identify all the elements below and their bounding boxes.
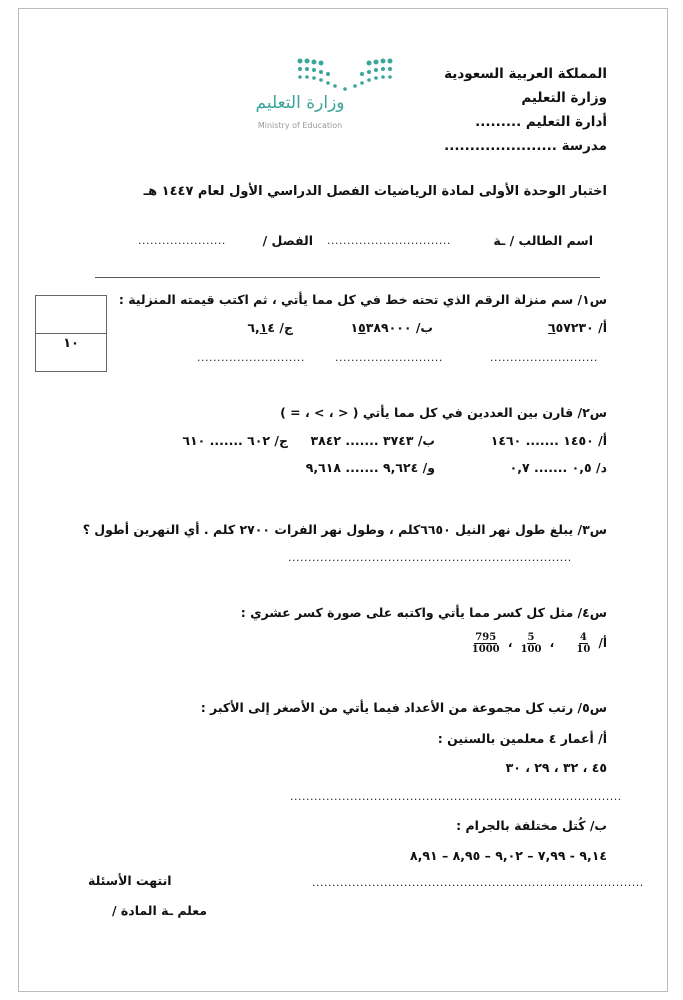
ministry-logo [245, 55, 395, 140]
numerator: 795 [475, 632, 497, 643]
subject-teacher: معلم ـة المادة / [112, 903, 208, 918]
q5-a-label: أ/ أعمار ٤ معلمين بالسنين : [437, 731, 607, 746]
q1-item-a [548, 320, 607, 335]
score-total: ١٠ [63, 336, 79, 351]
q2-prompt: س٢/ قارن بين العددين في كل مما يأتي ( < ، > ، = ) [280, 405, 607, 420]
item-number: ٤ [267, 320, 276, 335]
underlined-digit: ١ [259, 320, 268, 335]
q5-a-values: ٤٥ ، ٣٢ ، ٢٩ ، ٣٠ [505, 760, 607, 775]
page-border [18, 8, 668, 992]
student-name-field[interactable]: ............................... [327, 234, 451, 247]
item-label: ب/ [415, 320, 433, 335]
numerator: 5 [527, 632, 535, 643]
fraction [472, 632, 500, 655]
q1-item-c [247, 320, 293, 335]
denominator: 1000 [471, 644, 500, 655]
class-label: الفصل / [262, 233, 313, 248]
q1-answer-c[interactable]: ........................... [197, 351, 305, 364]
item-label: أ/ [598, 320, 607, 335]
separator: ، [507, 636, 513, 650]
q2-item-d[interactable]: د/ ٠,٥ ....... ٠,٧ [509, 460, 607, 475]
q4-prompt: س٤/ مثل كل كسر مما يأتي واكتبه على صورة كسر عشري : [240, 605, 607, 620]
item-label: أ/ [598, 636, 607, 650]
q2-item-c[interactable]: ج/ ٦٠٢ ....... ٦١٠ [182, 433, 288, 448]
q1-answer-b[interactable]: ........................... [335, 351, 443, 364]
separator: ، [549, 636, 555, 650]
item-number: ٣٨٩٠٠٠ [365, 320, 412, 335]
item-number: ١ [350, 320, 359, 335]
underlined-digit: ٦ [547, 320, 556, 335]
logo-arabic: وزارة التعليم [255, 93, 345, 113]
logo-english: Ministry of Education [257, 121, 343, 130]
header-school: مدرسة ...................... [444, 138, 607, 154]
q5-b-values: ٩,١٤ - ٧,٩٩ – ٩,٠٢ – ٨,٩٥ – ٨,٩١ [409, 848, 607, 863]
numerator: 4 [579, 632, 587, 643]
q2-item-b[interactable]: ب/ ٣٧٤٣ ....... ٣٨٤٢ [310, 433, 435, 448]
item-label: ج/ [279, 320, 293, 335]
item-number: ٥٧٢٣٠ [555, 320, 594, 335]
q2-item-a[interactable]: أ/ ١٤٥٠ ....... ١٤٦٠ [490, 433, 607, 448]
q5-b-answer[interactable]: ................................................................................... [312, 876, 644, 889]
fraction [576, 632, 590, 655]
q1-prompt: س١/ سم منزلة الرقم الذي تحته خط في كل مما يأتي ، ثم اكتب قيمته المنزلية : [118, 292, 607, 307]
student-name-label: اسم الطالب / ـة [493, 233, 593, 248]
underlined-digit: ٥ [358, 320, 366, 335]
score-box-divider [36, 333, 106, 334]
exam-title: اختبار الوحدة الأولى لمادة الرياضيات الفصل الدراسي الأول لعام ١٤٤٧ هـ [143, 184, 607, 199]
header-directorate: أدارة التعليم ......... [475, 114, 607, 130]
denominator: 100 [520, 644, 542, 655]
q2-item-e[interactable]: و/ ٩,٦٢٤ ....... ٩,٦١٨ [305, 460, 435, 475]
end-of-questions: انتهت الأسئلة [88, 873, 172, 888]
logo-dots-icon [245, 55, 395, 95]
q5-b-label: ب/ كُتل مختلفة بالجرام : [456, 818, 607, 833]
q5-a-answer[interactable]: ................................................................................... [290, 790, 622, 803]
q4-fractions [468, 632, 607, 655]
q1-item-b [350, 320, 433, 335]
class-field[interactable]: ...................... [138, 234, 226, 247]
score-box [35, 295, 107, 372]
q3-prompt: س٣/ يبلغ طول نهر النيل ٦٦٥٠كلم ، وطول نهر الفرات ٢٧٠٠ كلم . أي النهرين أطول ؟ [82, 522, 607, 537]
q1-answer-a[interactable]: ........................... [490, 351, 598, 364]
item-number: ٦, [247, 320, 260, 335]
q3-answer[interactable]: ....................................................................... [288, 551, 572, 564]
denominator: 10 [576, 644, 591, 655]
header-ministry: وزارة التعليم [521, 90, 607, 106]
header-country: المملكة العربية السعودية [444, 66, 607, 82]
divider [95, 277, 600, 278]
fraction [521, 632, 542, 655]
q5-prompt: س٥/ رتب كل مجموعة من الأعداد فيما يأتي من الأصغر إلى الأكبر : [200, 700, 607, 715]
